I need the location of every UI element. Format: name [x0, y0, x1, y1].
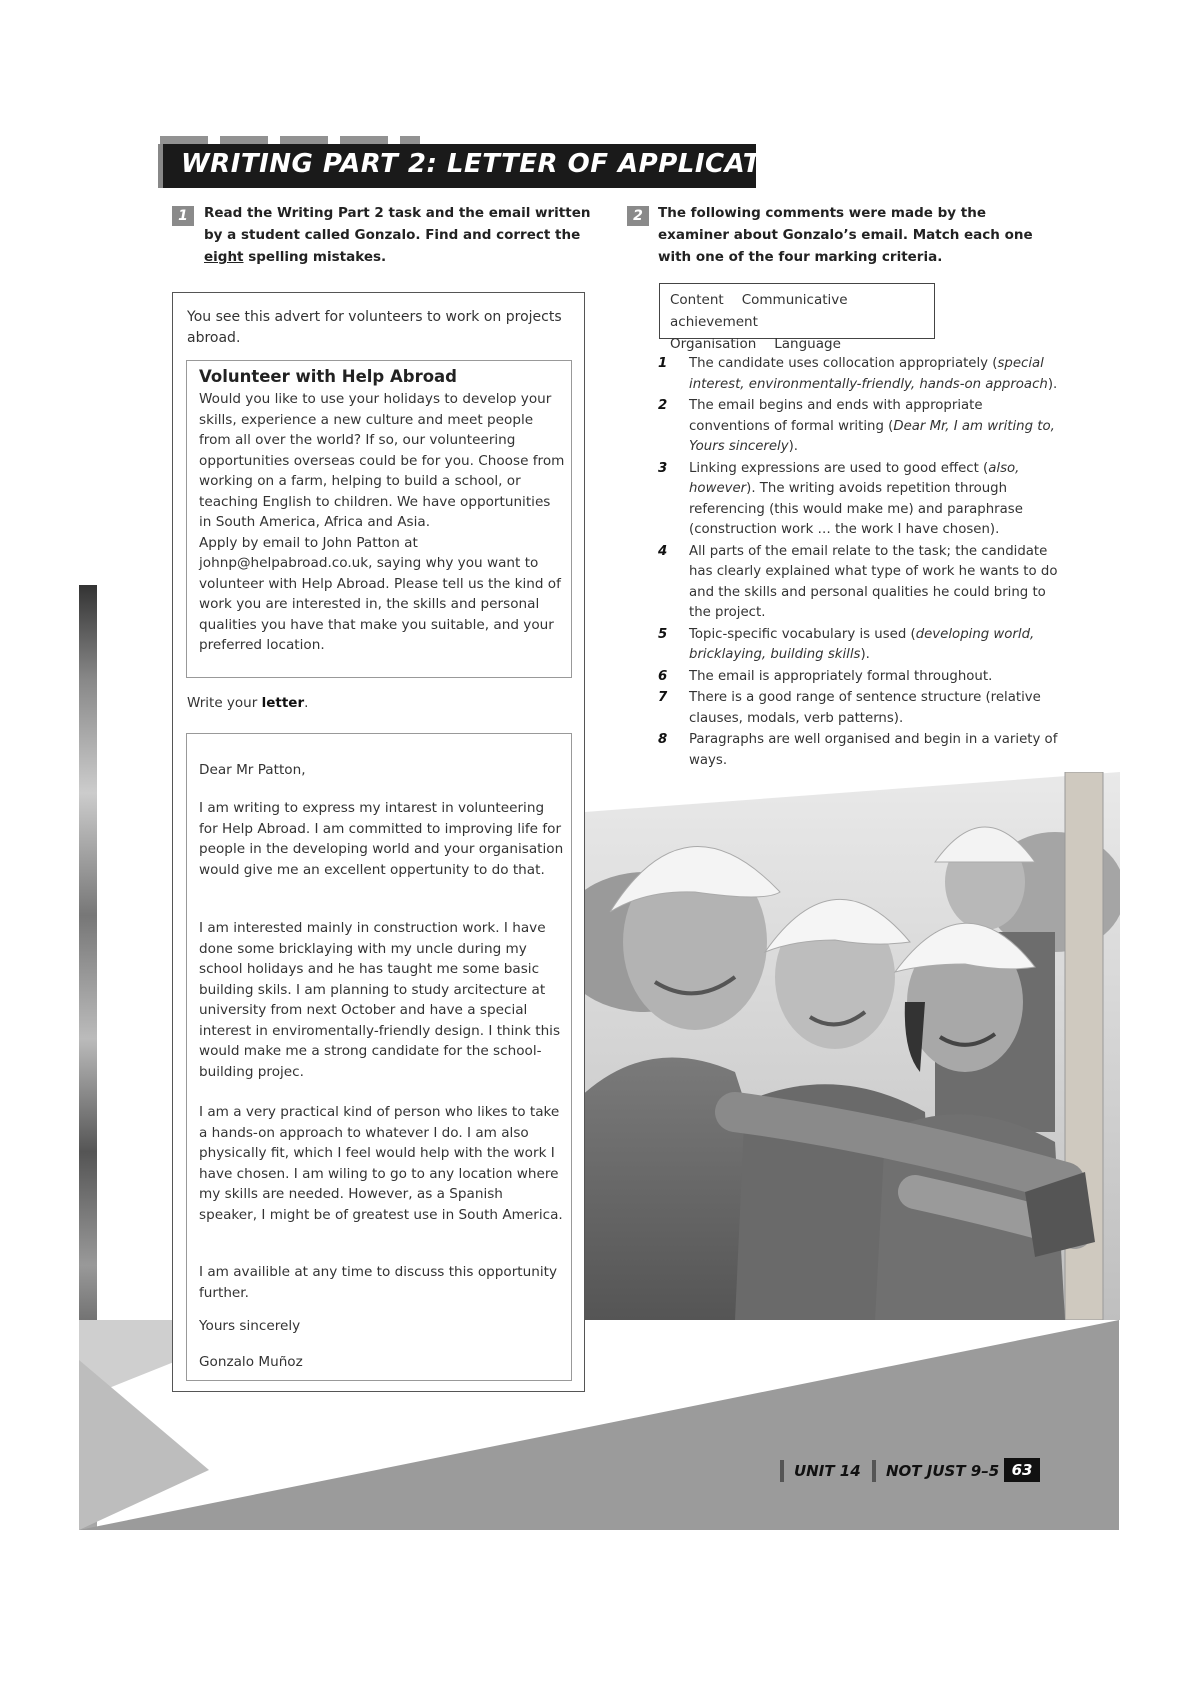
letter-greeting: Dear Mr Patton, [199, 762, 306, 778]
comment-italic: special interest, environmentally-friendly, hands-on approach [689, 356, 1048, 392]
criteria-language: Language [774, 336, 841, 352]
comment-after: ). The writing avoids repetition through referencing (this would make me) and paraphrase (construction work … the work I have chosen). [689, 481, 1023, 537]
comments-list [658, 354, 1058, 772]
comment-number: 5 [658, 626, 668, 642]
exercise-1-number: 1 [172, 206, 194, 226]
exercise-1-instruction-underlined: eight [204, 249, 244, 265]
exercise-1-instruction-text: Read the Writing Part 2 task and the email written by a student called Gonzalo. Find and correct the [204, 205, 591, 243]
criteria-box [659, 283, 935, 352]
comment-text: There is a good range of sentence structure (relative clauses, modals, verb patterns). [689, 690, 1041, 726]
comment-after: ). [788, 439, 799, 454]
letter-paragraph-1: I am writing to express my intarest in volunteering for Help Abroad. I am committed to improving life for people in the developing world and your organisation would give me an excellent oppertunity to do that. [199, 800, 564, 878]
advert-description: Would you like to use your holidays to develop your skills, experience a new culture and meet people from all over the world? If so, our volunteering opportunities overseas could be for you. Choose from working on a farm, helping to build a school, or teaching English to children. We have opportunities in South America, Africa and Asia. [199, 391, 565, 530]
comment-number: 8 [658, 732, 668, 747]
page-number: 63 [1004, 1458, 1040, 1482]
title-banner [158, 144, 817, 188]
write-prefix: Write your [187, 695, 262, 711]
volunteers-photo [585, 772, 1120, 1320]
footer-unit: UNIT 14 [780, 1460, 861, 1482]
comment-text: The email is appropriately formal throughout. [689, 668, 993, 684]
comment-number: 4 [658, 543, 668, 559]
letter-paragraph-2: I am interested mainly in construction work. I have done some bricklaying with my uncle during my school holidays and he has taught me some basic building skils. I am planning to study arcitecture at university from next October and have a special interest in enviromentally-friendly design. I think this would make me a strong candidate for the school-building projec. [199, 920, 561, 1080]
comment-item [658, 542, 1058, 624]
comment-number: 2 [658, 398, 668, 413]
comment-text: Paragraphs are well organised and begin in a variety of ways. [689, 732, 1058, 768]
letter-paragraph-4: I am availible at any time to discuss this opportunity further. [199, 1264, 558, 1301]
comment-item [658, 354, 1058, 395]
advert-box [186, 360, 572, 678]
letter-box [186, 733, 572, 1381]
comment-after: ). [860, 647, 870, 662]
write-instruction [187, 695, 308, 711]
comment-item [658, 667, 1058, 688]
comment-number: 6 [658, 668, 668, 684]
exercise-2-number: 2 [627, 206, 649, 226]
comment-item [658, 396, 1058, 458]
criteria-communicative: Communicative achievement [670, 292, 848, 330]
comment-item [658, 730, 1058, 771]
comment-text: Linking expressions are used to good effect ( [689, 460, 989, 476]
criteria-organisation: Organisation [670, 336, 757, 352]
letter-closing: Yours sincerely [199, 1318, 301, 1334]
comment-text: Topic-specific vocabulary is used ( [689, 626, 916, 642]
comment-item [658, 459, 1058, 541]
comment-number: 7 [658, 690, 668, 705]
letter-paragraph-3: I am a very practical kind of person who likes to take a hands-on approach to whatever I do. I am also physically fit, which I feel would help with the work I have chosen. I am wiling to go to any location where my skills are needed. However, as a Spanish speaker, I might be of greatest use in South America. [199, 1104, 563, 1223]
write-bold: letter [261, 695, 305, 711]
comment-italic: also, however [689, 460, 1020, 496]
comment-italic: developing world, bricklaying, building skills [689, 626, 1035, 662]
comment-italic: Dear Mr, I am writing to, Yours sincerely [689, 418, 1055, 454]
letter-signature: Gonzalo Muñoz [199, 1354, 303, 1370]
comment-text: The candidate uses collocation appropriately ( [689, 356, 998, 371]
comment-item [658, 625, 1058, 666]
exercise-1-instruction [204, 202, 594, 268]
criteria-content: Content [670, 292, 724, 308]
footer-unit-title: NOT JUST 9–5 [872, 1460, 999, 1482]
comment-item [658, 688, 1058, 729]
page-title: WRITING PART 2: LETTER OF APPLICATION [181, 149, 817, 179]
exercise-1-instruction-end: spelling mistakes. [243, 249, 387, 265]
advert-body [199, 389, 565, 656]
exercise-2-instruction: The following comments were made by the examiner about Gonzalo’s email. Match each one with one of the four marking criteria. [658, 205, 1033, 265]
task-intro: You see this advert for volunteers to work on projects abroad. [187, 309, 562, 346]
write-suffix: . [304, 695, 309, 711]
comment-text: The email begins and ends with appropriate conventions of formal writing ( [689, 398, 983, 434]
task-box [172, 292, 585, 1392]
comment-number: 1 [658, 356, 668, 371]
advert-heading: Volunteer with Help Abroad [199, 367, 457, 386]
advert-apply: Apply by email to John Patton at johnp@helpabroad.co.uk, saying why you want to volunteer with Help Abroad. Please tell us the kind of work you are interested in, the skills and personal qualities you have that make you suitable, and your preferred location. [199, 534, 561, 653]
comment-after: ). [1047, 376, 1058, 392]
comment-number: 3 [658, 460, 668, 476]
comment-text: All parts of the email relate to the task; the candidate has clearly explained what type of work he wants to do and the skills and personal qualities he could bring to the project. [689, 543, 1058, 620]
